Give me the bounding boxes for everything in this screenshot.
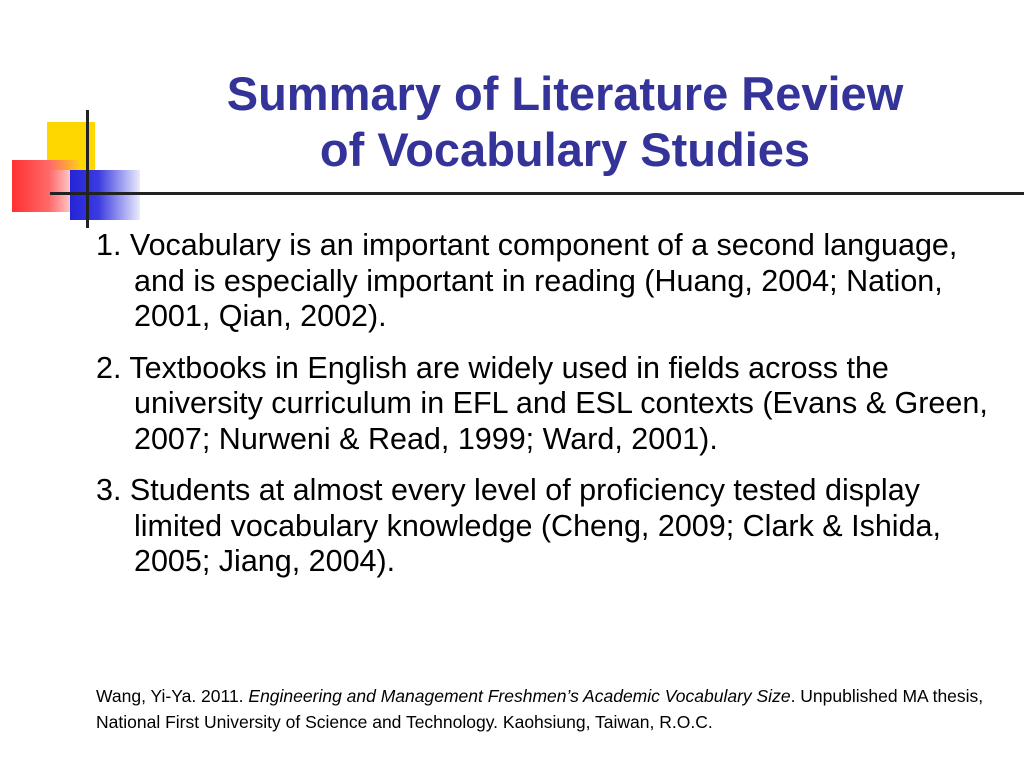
title-underline-rule xyxy=(50,192,1024,195)
summary-points-list xyxy=(96,228,1001,596)
reference-title: Engineering and Management Freshmen’s Academic Vocabulary Size xyxy=(248,686,791,706)
summary-point-2: 2. Textbooks in English are widely used in fields across the university curriculum in EFL and ESL contexts (Evans & Green, 2007; Nurweni & Read, 1999; Ward, 2001). xyxy=(96,350,988,456)
slide-title xyxy=(140,66,990,178)
vertical-rule xyxy=(86,110,89,228)
slide-title-line-1: Summary of Literature Review xyxy=(226,67,904,120)
reference-publication-details: . Unpublished MA thesis, National First University of Science and Technology. Kaohsiung, Taiwan, R.O.C. xyxy=(96,686,984,732)
reference-author-year: Wang, Yi-Ya. 2011. xyxy=(96,686,249,706)
summary-point-3: 3. Students at almost every level of proficiency tested display limited vocabulary knowledge (Cheng, 2009; Clark & Ishida, 2005; Jiang, 2004). xyxy=(96,473,941,578)
slide-title-line-2: of Vocabulary Studies xyxy=(319,123,811,176)
summary-point-1: 1. Vocabulary is an important component of a second language, and is especially important in reading (Huang, 2004; Nation, 2001, Qian, 2002). xyxy=(96,228,958,333)
decorative-logo-squares xyxy=(0,0,140,240)
reference-citation xyxy=(96,683,996,735)
blue-square-decoration xyxy=(70,170,140,220)
